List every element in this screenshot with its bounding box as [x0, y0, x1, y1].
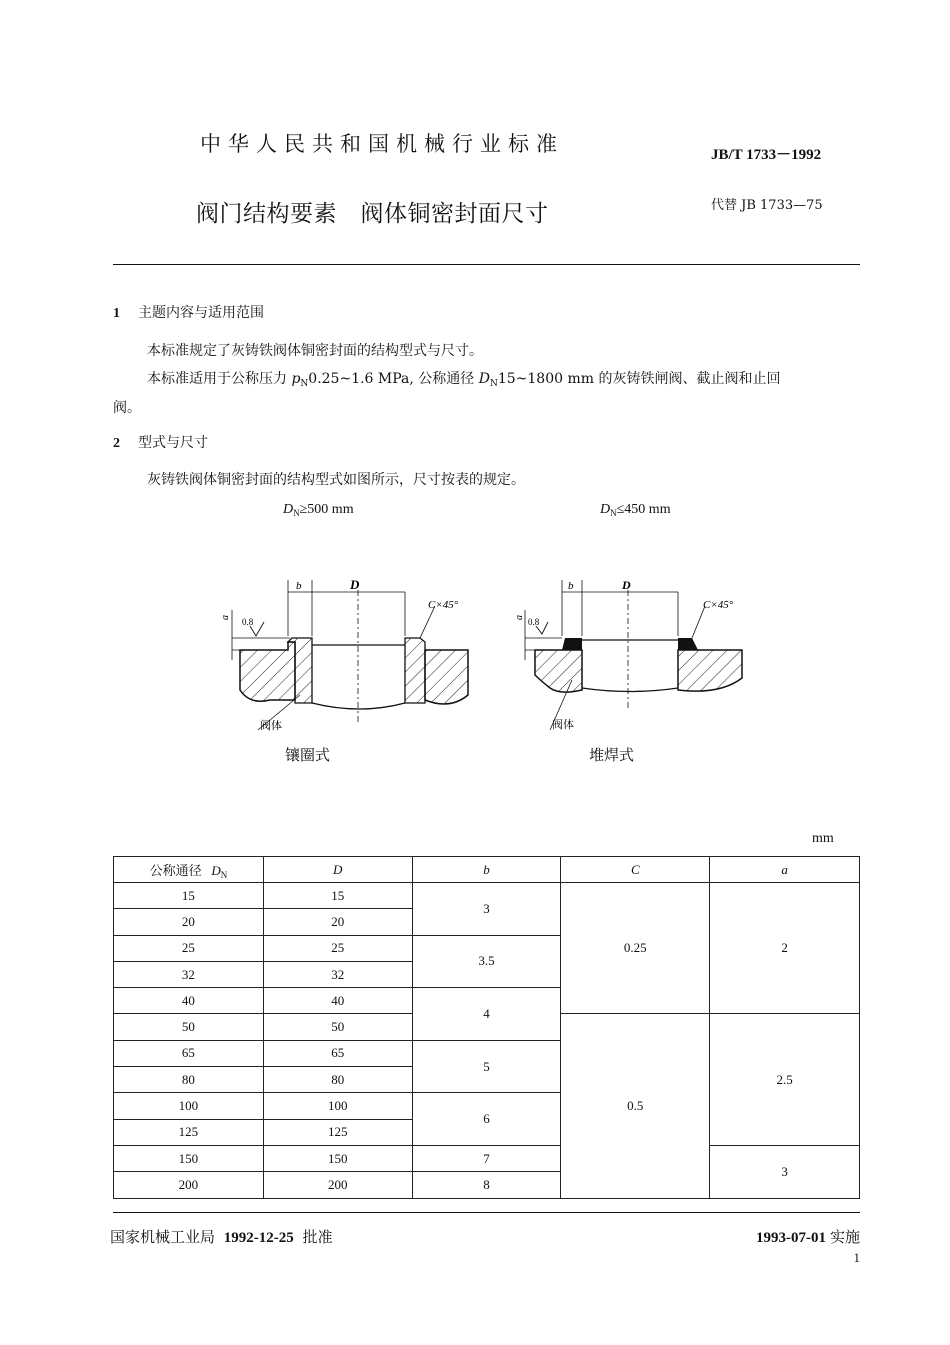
cell-dn: 80 [114, 1067, 264, 1093]
impl-date: 1993-07-01 [755, 1230, 826, 1246]
section-title: 主题内容与适用范围 [138, 305, 264, 321]
cell-dn: 32 [114, 961, 264, 987]
cell-dn: 125 [114, 1119, 264, 1145]
cell-b: 4 [412, 988, 561, 1041]
cell-D: 200 [263, 1172, 412, 1198]
cell-b: 6 [412, 1093, 561, 1146]
roughness-label: 0.8 [242, 617, 254, 627]
approver: 国家机械工业局 [110, 1228, 216, 1246]
cell-dn: 100 [114, 1093, 264, 1119]
weld-overlay-figure [510, 570, 760, 740]
cell-dn: 200 [114, 1172, 264, 1198]
header-D: D [263, 857, 412, 883]
cell-C: 0.5 [561, 1014, 710, 1198]
standard-number: JB/T 1733－1992 [711, 147, 822, 163]
approve-word: 批准 [302, 1228, 333, 1246]
dim-b-label: b [296, 580, 302, 592]
cell-b: 3.5 [412, 935, 561, 988]
section-1-heading [113, 302, 264, 322]
approve-date: 1992-12-25 [223, 1230, 294, 1246]
dim-D-label: D [350, 577, 360, 592]
left-figure-condition: $D_N\ge 500$ mm [283, 502, 354, 518]
cell-D: 32 [263, 961, 412, 987]
cell-dn: 50 [114, 1014, 264, 1040]
cell-D: 50 [263, 1014, 412, 1040]
cell-dn: 20 [114, 909, 264, 935]
cell-dn: 25 [114, 935, 264, 961]
roughness-label: 0.8 [528, 617, 540, 627]
dim-D-label: D [622, 578, 631, 592]
cell-D: 40 [263, 988, 412, 1014]
cell-D: 125 [263, 1119, 412, 1145]
section-2-heading [113, 432, 208, 452]
table-row [114, 883, 860, 909]
cell-b: 7 [412, 1145, 561, 1171]
cell-D: 15 [263, 883, 412, 909]
section-2-paragraph: 灰铸铁阀体铜密封面的结构型式如图所示，尺寸按表的规定。 [147, 472, 525, 488]
cell-D: 150 [263, 1145, 412, 1171]
right-figure-caption: 堆焊式 [589, 746, 635, 764]
cell-b: 5 [412, 1040, 561, 1093]
cell-C: 0.25 [561, 883, 710, 1014]
cell-D: 100 [263, 1093, 412, 1119]
page-number: 1 [853, 1250, 860, 1265]
approval-line [110, 1226, 333, 1247]
header-dn: 公称通径 $D_N$ [114, 857, 264, 883]
cell-D: 20 [263, 909, 412, 935]
dim-a-label: a [220, 615, 231, 620]
dim-b-label: b [568, 580, 574, 592]
left-figure-caption: 镶圈式 [285, 746, 331, 764]
impl-word: 实施 [829, 1228, 860, 1246]
dimension-table [113, 856, 860, 1199]
cell-a: 3 [710, 1145, 860, 1198]
table-unit: mm [812, 831, 834, 846]
cell-b: 3 [412, 883, 561, 936]
cell-D: 65 [263, 1040, 412, 1066]
section-1-paragraph-2-cont: 阀。 [113, 400, 141, 416]
cell-a: 2.5 [710, 1014, 860, 1145]
right-figure-condition: $D_N\le 450$ mm [600, 502, 671, 518]
table-row [114, 1145, 860, 1171]
chamfer-label: C×45° [428, 599, 459, 611]
cell-D: 80 [263, 1067, 412, 1093]
dim-a-label: a [514, 615, 525, 620]
cell-D: 25 [263, 935, 412, 961]
document-title: 阀门结构要素 阀体铜密封面尺寸 [196, 201, 549, 227]
implementation-line [756, 1226, 860, 1247]
footer-rule [113, 1212, 860, 1213]
insert-ring-figure [210, 570, 480, 740]
chamfer-label: C×45° [703, 599, 734, 611]
body-label: 阀体 [552, 718, 574, 731]
cell-b: 8 [412, 1172, 561, 1198]
section-title: 型式与尺寸 [138, 435, 208, 451]
cell-dn: 40 [114, 988, 264, 1014]
header-a: a [710, 857, 860, 883]
header-C: C [561, 857, 710, 883]
body-label: 阀体 [260, 719, 282, 732]
replaces-note: 代替 JB 1733—75 [711, 198, 823, 213]
section-number: 1 [113, 306, 120, 321]
section-1-paragraph-2: 本标准适用于公称压力 $p_N0.25\sim 1.6$ MPa, 公称通径 $D_N15\sim 1800$ mm 的灰铸铁闸阀、截止阀和止回 [147, 371, 781, 389]
table-header-row [114, 857, 860, 883]
issuing-organization: 中华人民共和国机械行业标准 [200, 132, 564, 156]
section-1-paragraph-1: 本标准规定了灰铸铁阀体铜密封面的结构型式与尺寸。 [147, 343, 483, 359]
cell-dn: 15 [114, 883, 264, 909]
section-number: 2 [113, 436, 120, 451]
cell-a: 2 [710, 883, 860, 1014]
cell-dn: 150 [114, 1145, 264, 1171]
cell-dn: 65 [114, 1040, 264, 1066]
header-b: b [412, 857, 561, 883]
header-rule [113, 264, 860, 265]
